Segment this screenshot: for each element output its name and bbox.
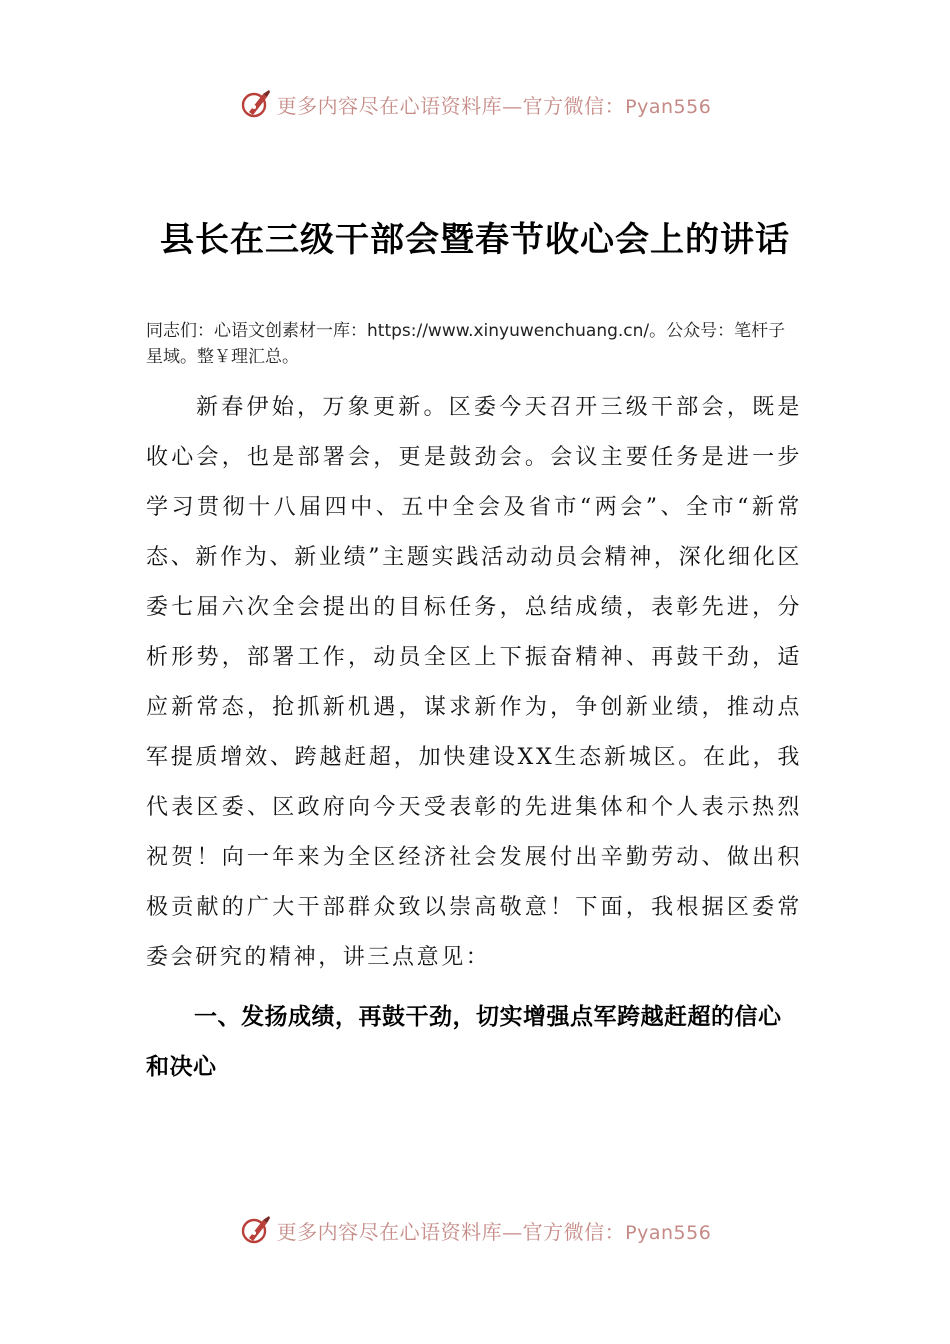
banner-wechat-id: Pyan556 [625, 1221, 712, 1244]
footer-banner [0, 1208, 950, 1252]
intro-line: 同志们：心语文创素材一库：https://www.xinyuwenchuang.cn/。公众号：笔杆子星域。整￥理汇总。 [146, 321, 786, 367]
banner-main-text: 更多内容尽在心语资料库—官方微信： [276, 93, 626, 118]
header-banner [0, 82, 950, 126]
body-paragraph: 新春伊始，万象更新。区委今天召开三级干部会，既是收心会，也是部署会，更是鼓劲会。会议主要任务是进一步学习贯彻十八届四中、五中全会及省市“两会”、全市“新常态、新作为、新业绩”主题实践活动动员会精神，深化细化区委七届六次全会提出的目标任务，总结成绩，表彰先进，分析形势，部署工作，动员全区上下振奋精神、再鼓干劲，适应新常态，抢抓新机遇，谋求新作为，争创新业绩，推动点军提质增效、跨越赶超，加快建设XX生态新城区。在此，我代表区委、区政府向今天受表彰的先进集体和个人表示热烈祝贺！向一年来为全区经济社会发展付出辛勤劳动、做出积极贡献的广大干部群众致以崇高敬意！下面，我根据区委常委会研究的精神，讲三点意见： [146, 395, 802, 970]
pen-nib-icon [239, 87, 273, 121]
banner-wechat-id: Pyan556 [625, 95, 712, 118]
banner-text [277, 90, 712, 119]
pen-nib-icon [239, 1213, 273, 1247]
section-heading: 一、发扬成绩，再鼓干劲，切实增强点军跨越赶超的信心和决心 [146, 1004, 782, 1080]
banner-text [277, 1216, 712, 1245]
banner-main-text: 更多内容尽在心语资料库—官方微信： [276, 1219, 626, 1244]
document-title: 县长在三级干部会暨春节收心会上的讲话 [160, 220, 790, 260]
